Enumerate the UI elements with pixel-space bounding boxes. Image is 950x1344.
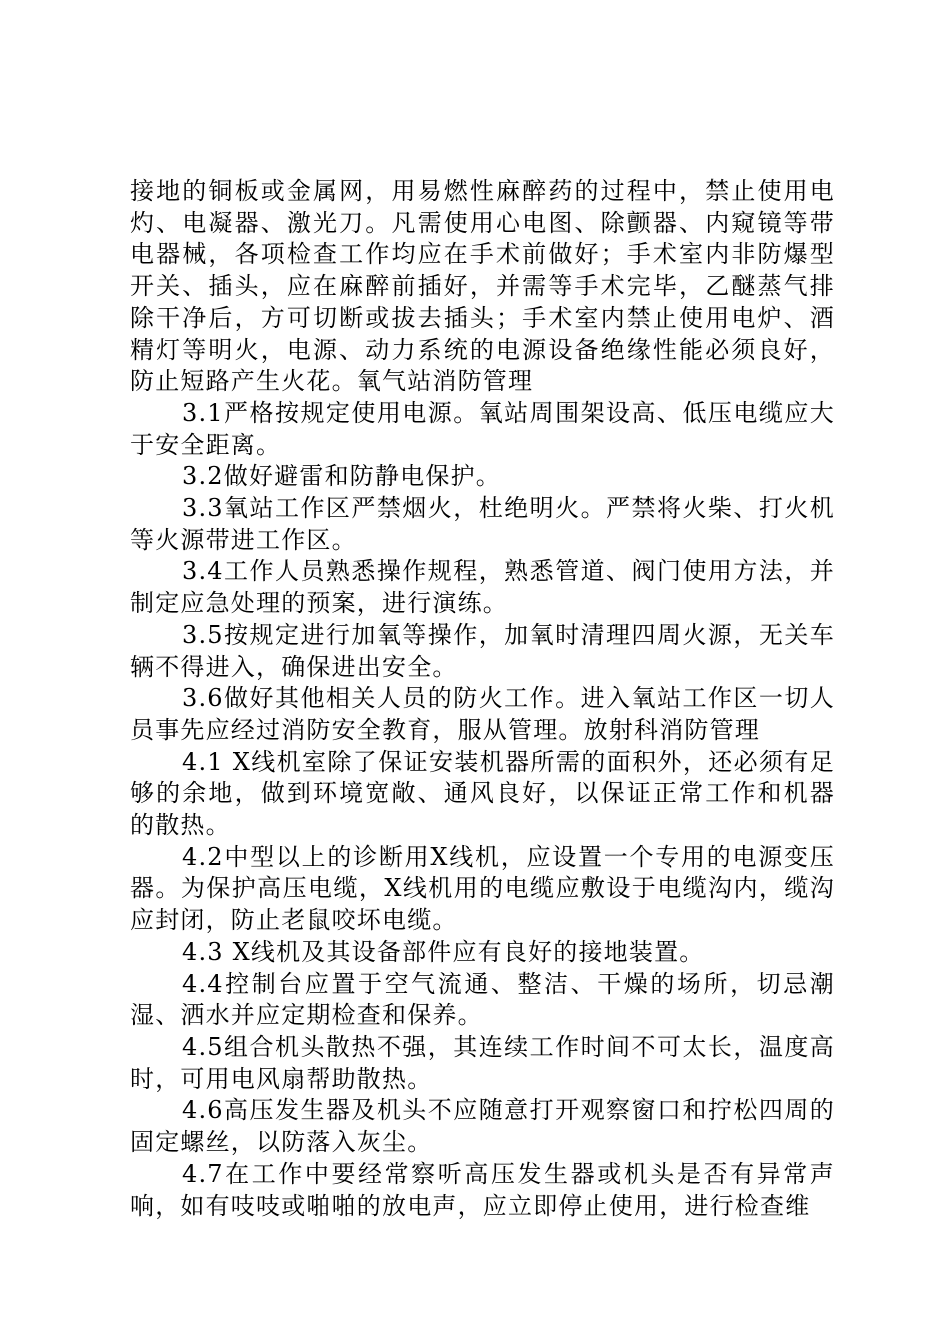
paragraph-4-4: 4.4控制台应置于空气流通、整洁、干燥的场所，切忌潮湿、洒水并应定期检查和保养。 bbox=[130, 969, 835, 1030]
paragraph-4-3: 4.3 X线机及其设备部件应有良好的接地装置。 bbox=[182, 937, 705, 966]
paragraph-4-2: 4.2中型以上的诊断用X线机，应设置一个专用的电源变压器。为保护高压电缆，X线机用的电缆应敷设于电缆沟内，缆沟应封闭，防止老鼠咬坏电缆。 bbox=[130, 842, 835, 935]
paragraph-3-1: 3.1严格按规定使用电源。氧站周围架设高、低压电缆应大于安全距离。 bbox=[130, 398, 835, 459]
paragraph-3-4: 3.4工作人员熟悉操作规程，熟悉管道、阀门使用方法，并制定应急处理的预案，进行演练。 bbox=[130, 557, 835, 618]
paragraph-3-2: 3.2做好避雷和防静电保护。 bbox=[182, 462, 501, 491]
paragraph-3-5: 3.5按规定进行加氧等操作，加氧时清理四周火源，无关车辆不得进入，确保进出安全。 bbox=[130, 620, 835, 681]
paragraph-4-5: 4.5组合机头散热不强，其连续工作时间不可太长，温度高时，可用电风扇帮助散热。 bbox=[130, 1032, 835, 1093]
paragraph-3-6: 3.6做好其他相关人员的防火工作。进入氧站工作区一切人员事先应经过消防安全教育，服从管理。放射科消防管理 bbox=[130, 684, 835, 744]
paragraph-4-6: 4.6高压发生器及机头不应随意打开观察窗口和拧松四周的固定螺丝，以防落入灰尘。 bbox=[130, 1096, 835, 1157]
paragraph-operating-room-safety: 接地的铜板或金属网，用易燃性麻醉药的过程中，禁止使用电灼、电凝器、激光刀。凡需使用心电图、除颤器、内窥镜等带电器械，各项检查工作均应在手术前做好；手术室内非防爆型开关、插头，应在麻醉前插好，并需等手术完毕，乙醚蒸气排除干净后，方可切断或拔去插头；手术室内禁止使用电炉、酒精灯等明火，电源、动力系统的电源设备绝缘性能必须良好，防止短路产生火花。氧气站消防管理 bbox=[130, 177, 835, 396]
paragraph-4-1: 4.1 X线机室除了保证安装机器所需的面积外，还必须有足够的余地，做到环境宽敞、通风良好，以保证正常工作和机器的散热。 bbox=[130, 747, 835, 840]
document-body bbox=[130, 176, 835, 1222]
paragraph-4-7: 4.7在工作中要经常察听高压发生器或机头是否有异常声响，如有吱吱或啪啪的放电声，应立即停止使用，进行检查维 bbox=[130, 1159, 835, 1220]
paragraph-3-3: 3.3氧站工作区严禁烟火，杜绝明火。严禁将火柴、打火机等火源带进工作区。 bbox=[130, 494, 835, 554]
